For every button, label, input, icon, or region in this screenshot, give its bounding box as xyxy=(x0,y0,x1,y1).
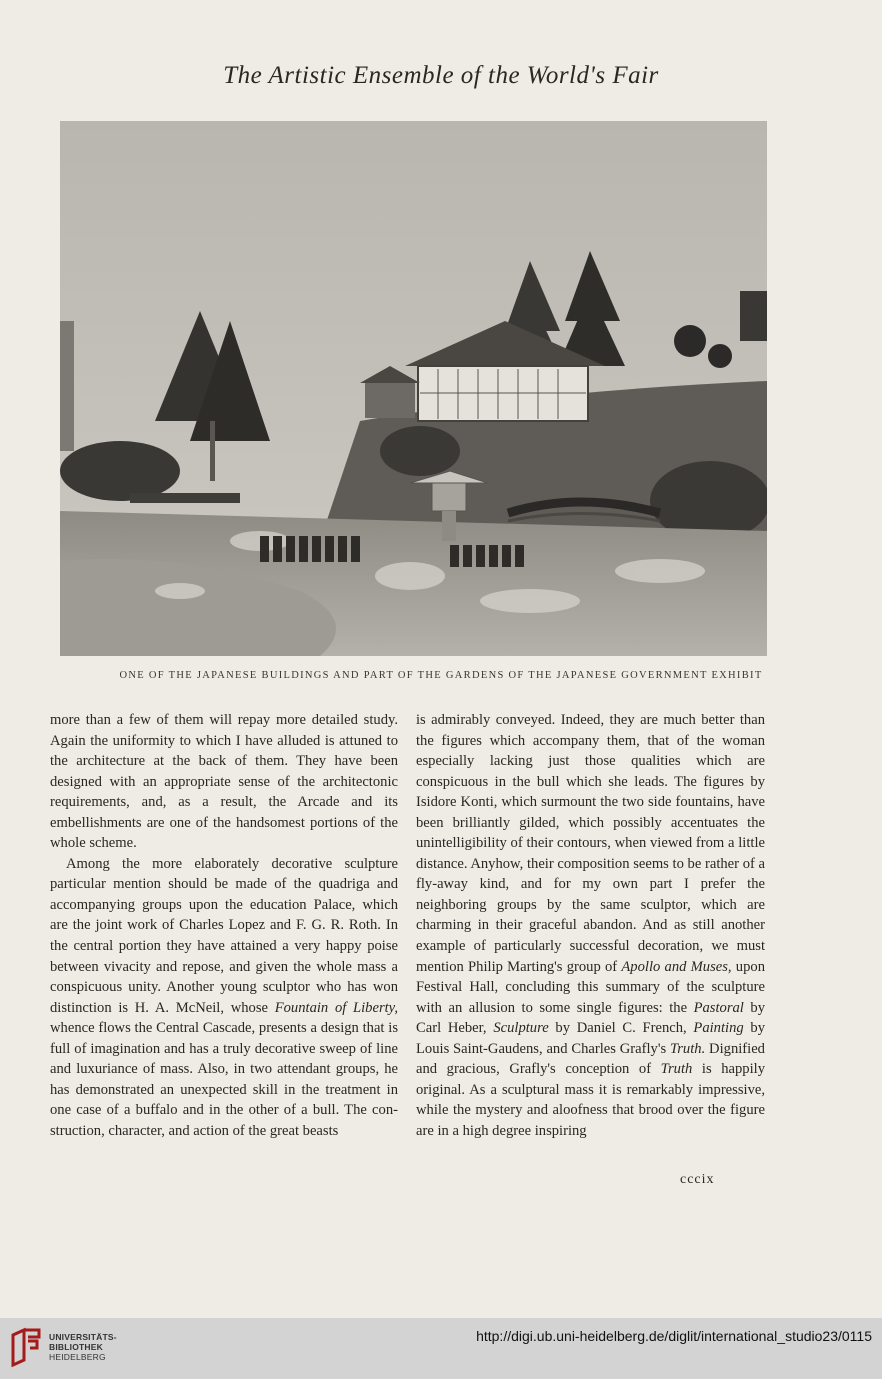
page-number: cccix xyxy=(680,1172,715,1187)
text-run: whence flows the Central Cascade, presents a design that is full of imagination and has a truly decorative sweep of line and luxuriance of mass. Also, in two attendant groups, he has demonstrated an unexpected skill in the treatment in one case of a buffalo and in the other of a bull. The construction, character, and action of the great beasts xyxy=(50,1020,398,1139)
text-run: Among the more elaborately decorative sculpture particular mention should be made of the quadriga and accompanying groups upon the education Palace, which are the joint work of Charles Lopez and F. G. R. Roth. In the central portion they have attained a very happy poise between vivacity and repose, and given the whole mass a conspicuous unity. Another young sculptor who has won distinction is H. A. McNeil, whose xyxy=(50,855,398,1016)
library-logo-icon[interactable] xyxy=(10,1327,42,1367)
text-run: by Daniel C. French, xyxy=(548,1020,694,1037)
artwork-title: Truth. xyxy=(669,1040,706,1057)
viewer-footer xyxy=(0,1318,882,1379)
library-name[interactable] xyxy=(49,1332,117,1362)
library-name-line: HEIDELBERG xyxy=(49,1352,106,1362)
artwork-title: Sculpture xyxy=(493,1020,549,1037)
text-run: Dignified and gracious, Grafly's conception of xyxy=(416,1040,765,1078)
paragraph xyxy=(416,710,765,1141)
permalink-url[interactable]: http://digi.ub.uni-heidelberg.de/diglit/international_studio23/0115 xyxy=(476,1328,872,1344)
running-title: The Artistic Ensemble of the World's Fair xyxy=(223,62,659,89)
paragraph xyxy=(50,854,398,1142)
artwork-title: Truth xyxy=(660,1061,693,1078)
artwork-title: Painting xyxy=(693,1020,744,1037)
text-column-right xyxy=(416,710,765,1141)
japanese-garden-photo xyxy=(60,121,767,656)
text-run: by Louis Saint-Gaudens, and Charles Grafly's xyxy=(416,1020,766,1057)
text-column-left xyxy=(50,710,398,1141)
library-name-line: BIBLIOTHEK xyxy=(49,1342,103,1352)
photograph xyxy=(60,121,767,656)
library-name-line: UNIVERSITÄTS- xyxy=(49,1332,117,1342)
artwork-title: Pastoral xyxy=(693,999,744,1016)
artwork-title: Apollo and Muses, xyxy=(621,958,732,975)
text-run: is admirably conveyed. Indeed, they are much better than the figures which accompany them, that of the woman especially lacking just those qualities which are conspicuous in the bull which she leads. The figures by Isidore Konti, which surmount the two side fountains, have been brilliantly gilded, which possibly accentuates the unintelligibility of their contours, when viewed from a little distance. Anyhow, their composition seems to be rather of a fly-away kind, and for my own part I prefer the neighboring groups by the same sculptor, which are charming in their graceful abandon. And as still another example of particularly successful decoration, we must mention Philip Marting's group of xyxy=(416,712,765,975)
text-run: upon Festival Hall, concluding this summary of the sculpture with an allusion to some single figures: the xyxy=(416,958,765,1016)
artwork-title: Fountain of Liberty, xyxy=(274,999,398,1016)
figure-caption: ONE OF THE JAPANESE BUILDINGS AND PART OF THE GARDENS OF THE JAPANESE GOVERNMENT EXHIBIT xyxy=(119,670,763,681)
paragraph: more than a few of them will repay more detailed study. Again the uniformity to which I have alluded is attuned to the architecture at the back of them. They have been designed with an appropriate sense of the architectonic requirements, and, as a result, the Arcade and its embellishments are one of the handsomest portions of the whole scheme. xyxy=(50,712,398,852)
text-run: is happily original. As a sculptural mass it is remarkably impressive, while the mystery and aloofness that brood over the figure are in a high degree inspiring xyxy=(416,1061,765,1139)
text-run: by Carl Heber, xyxy=(416,999,765,1037)
